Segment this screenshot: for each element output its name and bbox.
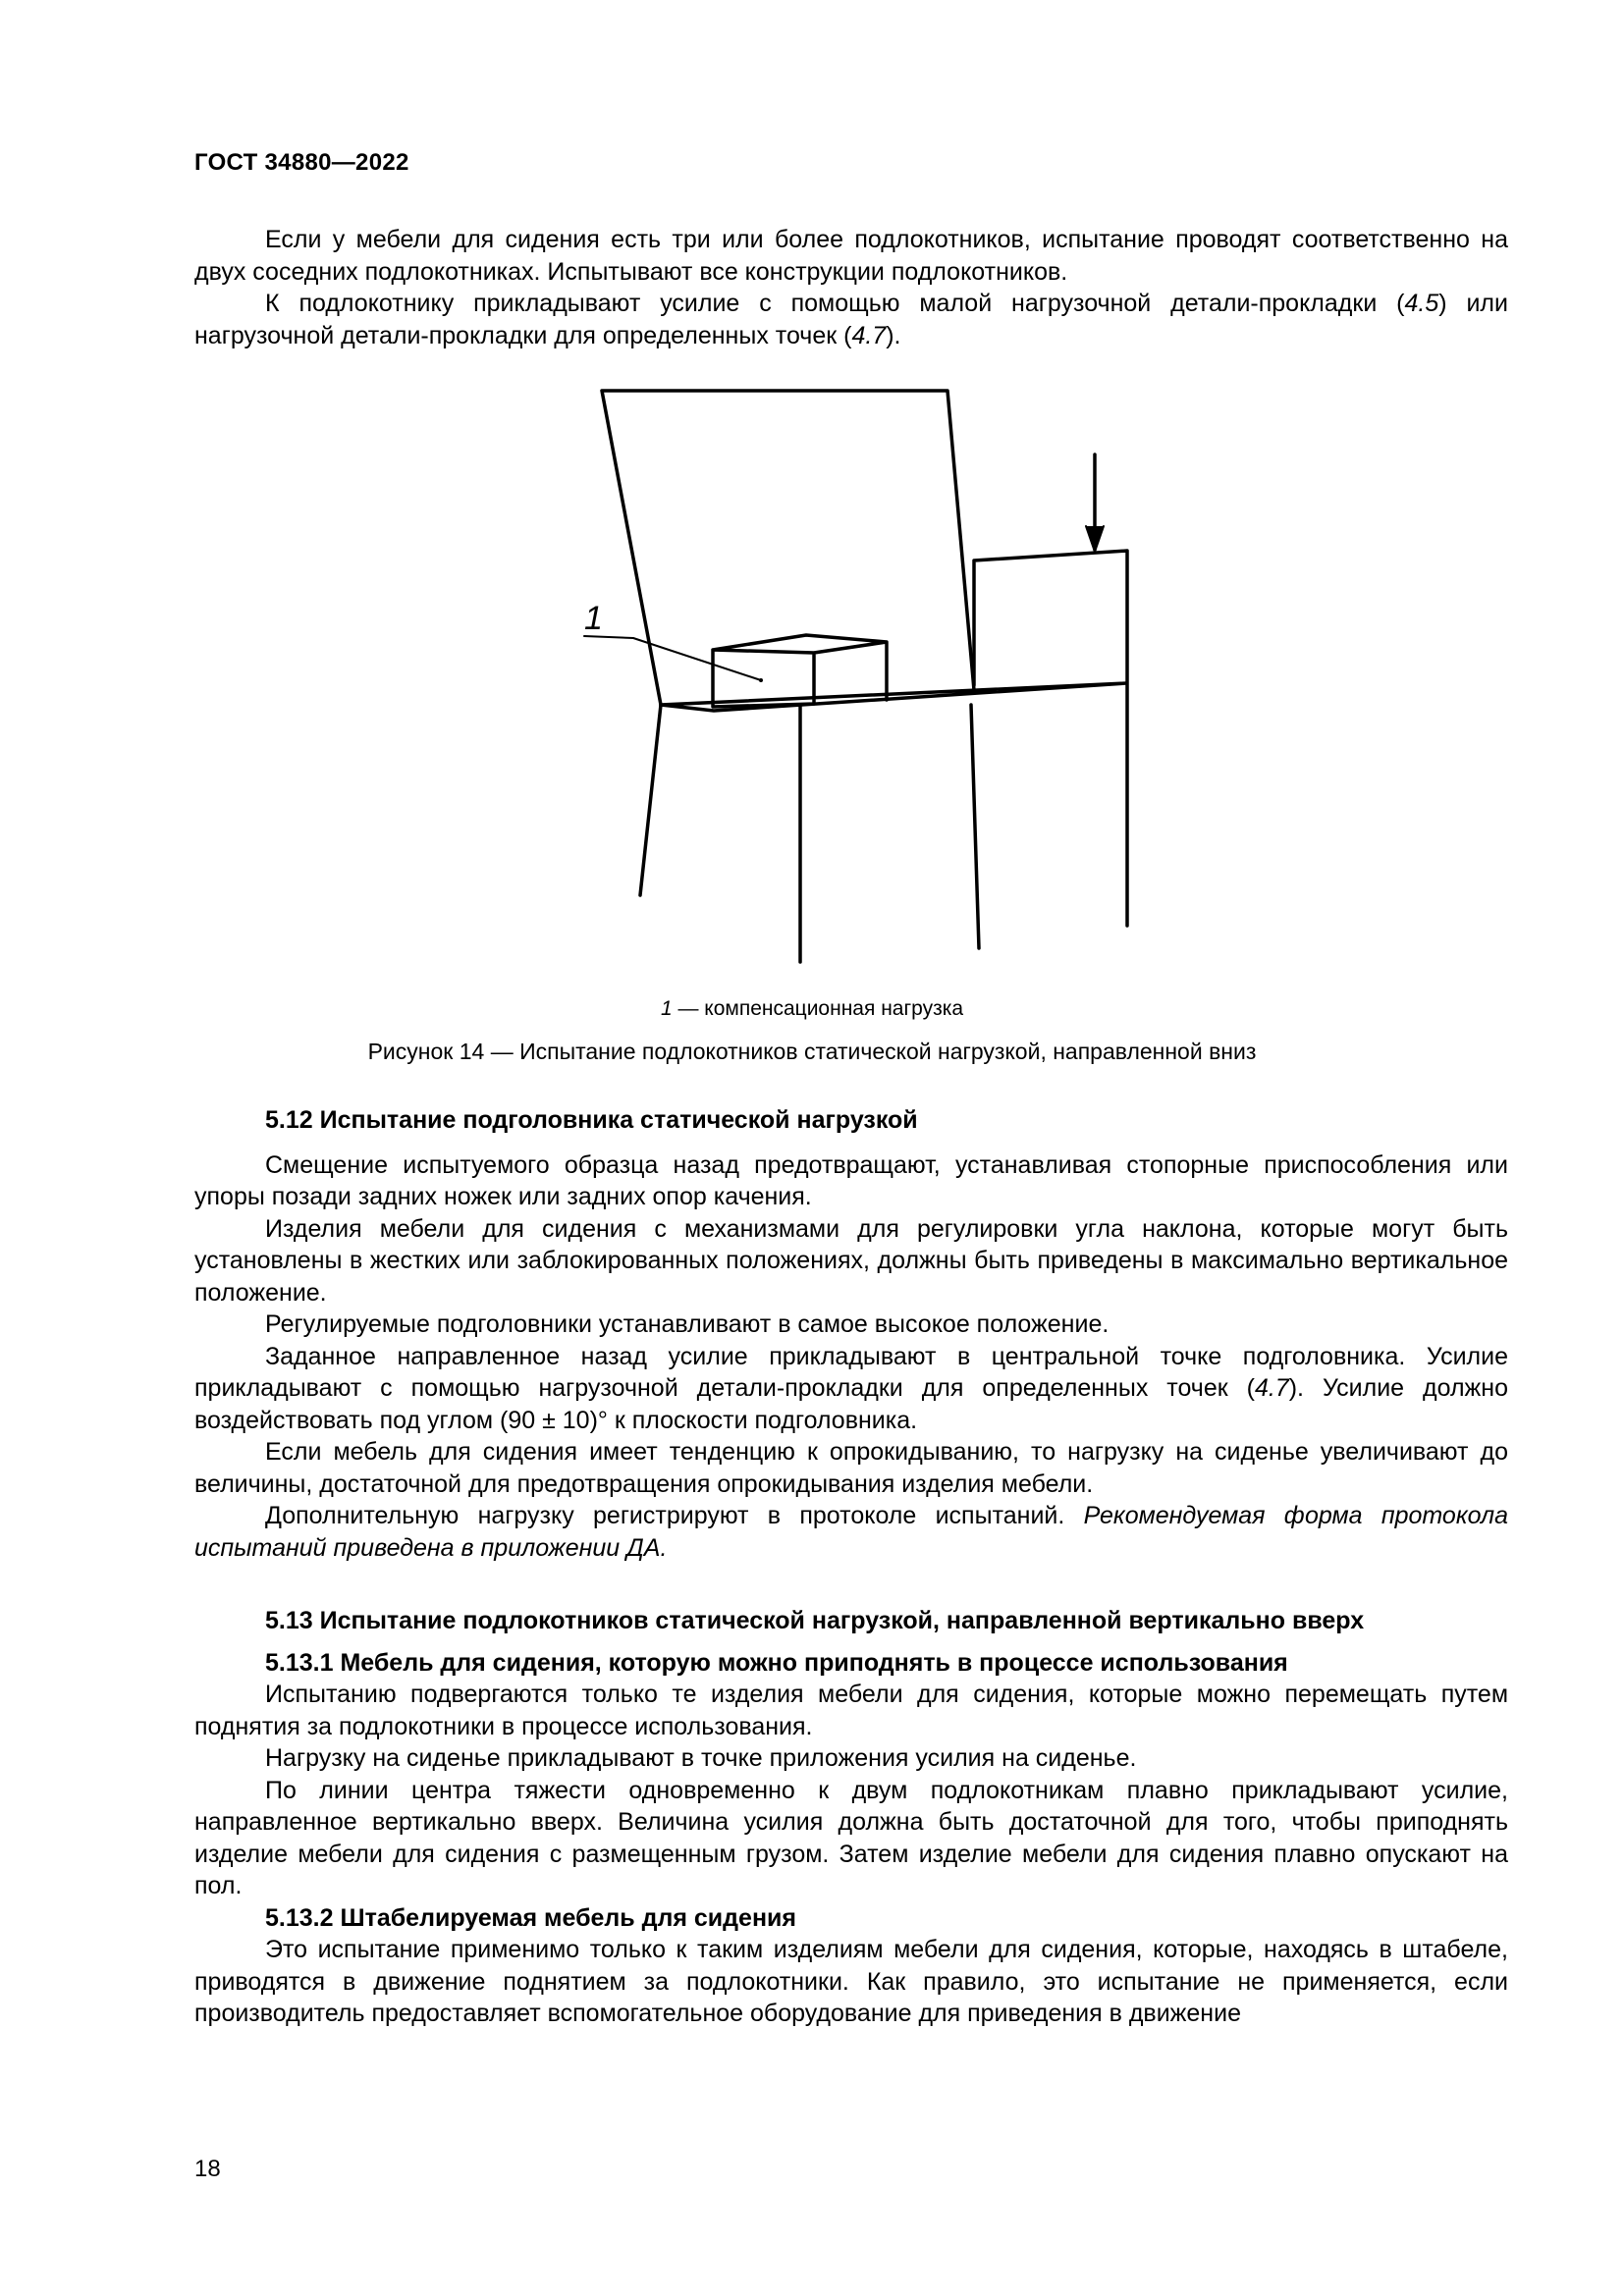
intro-paragraph-2: К подлокотнику прикладывают усилие с помощью малой нагрузочной детали-прокладки (4.5) или нагрузочной детали-прокладки для определенных точек (4.7). <box>194 290 1508 349</box>
s512-paragraph-2: Изделия мебели для сидения с механизмами для регулировки угла наклона, которые могут быть установлены в жестких или заблокированных положениях, должны быть приведены в максимально вертикальное положение. <box>194 1214 1508 1307</box>
s512-paragraph-5: Если мебель для сидения имеет тенденцию к опрокидыванию, то нагрузку на сиденье увеличивают до величины, достаточной для предотвращения опрокидывания изделия мебели. <box>194 1438 1508 1498</box>
figure-label-1: 1 <box>584 600 603 637</box>
legend-text: — компенсационная нагрузка <box>672 997 964 1020</box>
label-leader-line <box>584 636 761 680</box>
s512-paragraph-6: Дополнительную нагрузку регистрируют в протоколе испытаний. Рекомендуемая форма протокола испытаний приведена в приложении ДА. <box>194 1502 1508 1562</box>
section-5-13-1-heading: 5.13.1 Мебель для сидения, которую можно приподнять в процессе использования <box>265 1648 1288 1677</box>
front-left-leg <box>640 705 661 895</box>
back-leg <box>971 705 979 948</box>
s5131-paragraph-3: По линии центра тяжести одновременно к двум подлокотникам плавно прикладывают усилие, направленное вертикально вверх. Величина усилия должна быть достаточной для того, чтобы приподнять изделие мебели для сидения с размещенным грузом. Затем изделие мебели для сидения плавно опускают на пол. <box>194 1776 1508 1899</box>
section-5-13-heading: 5.13 Испытание подлокотников статической нагрузкой, направленной вертикально вверх <box>265 1607 1365 1634</box>
section-5-13 <box>194 1605 1508 2030</box>
s5131-paragraph-1: Испытанию подвергаются только те изделия мебели для сидения, которые можно перемещать путем поднятия за подлокотники в процессе использования. <box>194 1681 1508 1740</box>
reference-4-5: 4.5 <box>1404 290 1439 317</box>
s512-paragraph-3: Регулируемые подголовники устанавливают в самое высокое положение. <box>265 1310 1110 1338</box>
figure-legend <box>0 997 1624 1021</box>
report-form-note: Рекомендуемая форма протокола испытаний приведена в приложении ДА. <box>194 1502 1508 1562</box>
intro-text <box>194 224 1508 351</box>
document-header: ГОСТ 34880—2022 <box>194 149 409 176</box>
page-number: 18 <box>194 2156 221 2182</box>
section-5-12 <box>194 1104 1508 1564</box>
s512-paragraph-4: Заданное направленное назад усилие прикладывают в центральной точке подголовника. Усилие прикладывают с помощью нагрузочной детали-прокладки для определенных точек (4.7). Усилие должно воздействовать под углом (90 ± 10)° к плоскости подголовника. <box>194 1342 1508 1434</box>
backrest-outline <box>602 391 974 705</box>
armrest-outline <box>974 551 1127 926</box>
intro-paragraph-1: Если у мебели для сидения есть три или более подлокотников, испытание проводят соответственно на двух соседних подлокотниках. Испытывают все конструкции подлокотников. <box>194 226 1508 286</box>
section-5-13-2-heading: 5.13.2 Штабелируемая мебель для сидения <box>265 1903 797 1932</box>
force-arrow-head-icon <box>1086 526 1104 552</box>
s5132-paragraph-1: Это испытание применимо только к таким изделиям мебели для сидения, которые, находясь в штабеле, приводятся в движение поднятием за подлокотники. Как правило, это испытание не применяется, если производитель предоставляет вспомогательное оборудование для приведения в движение <box>194 1936 1508 2027</box>
legend-number: 1 <box>660 997 673 1020</box>
reference-4-7: 4.7 <box>851 321 887 349</box>
reference-4-7-b: 4.7 <box>1254 1374 1289 1402</box>
s5131-paragraph-2: Нагрузку на сиденье прикладывают в точке приложения усилия на сиденье. <box>265 1744 1137 1772</box>
figure-caption: Рисунок 14 — Испытание подлокотников статической нагрузкой, направленной вниз <box>367 1039 1257 1064</box>
section-5-12-heading: 5.12 Испытание подголовника статической нагрузкой <box>265 1106 918 1134</box>
s512-paragraph-1: Смещение испытуемого образца назад предотвращают, устанавливая стопорные приспособления или упоры позади задних ножек или задних опор качения. <box>194 1150 1508 1210</box>
armrest-test-figure <box>574 381 1164 980</box>
